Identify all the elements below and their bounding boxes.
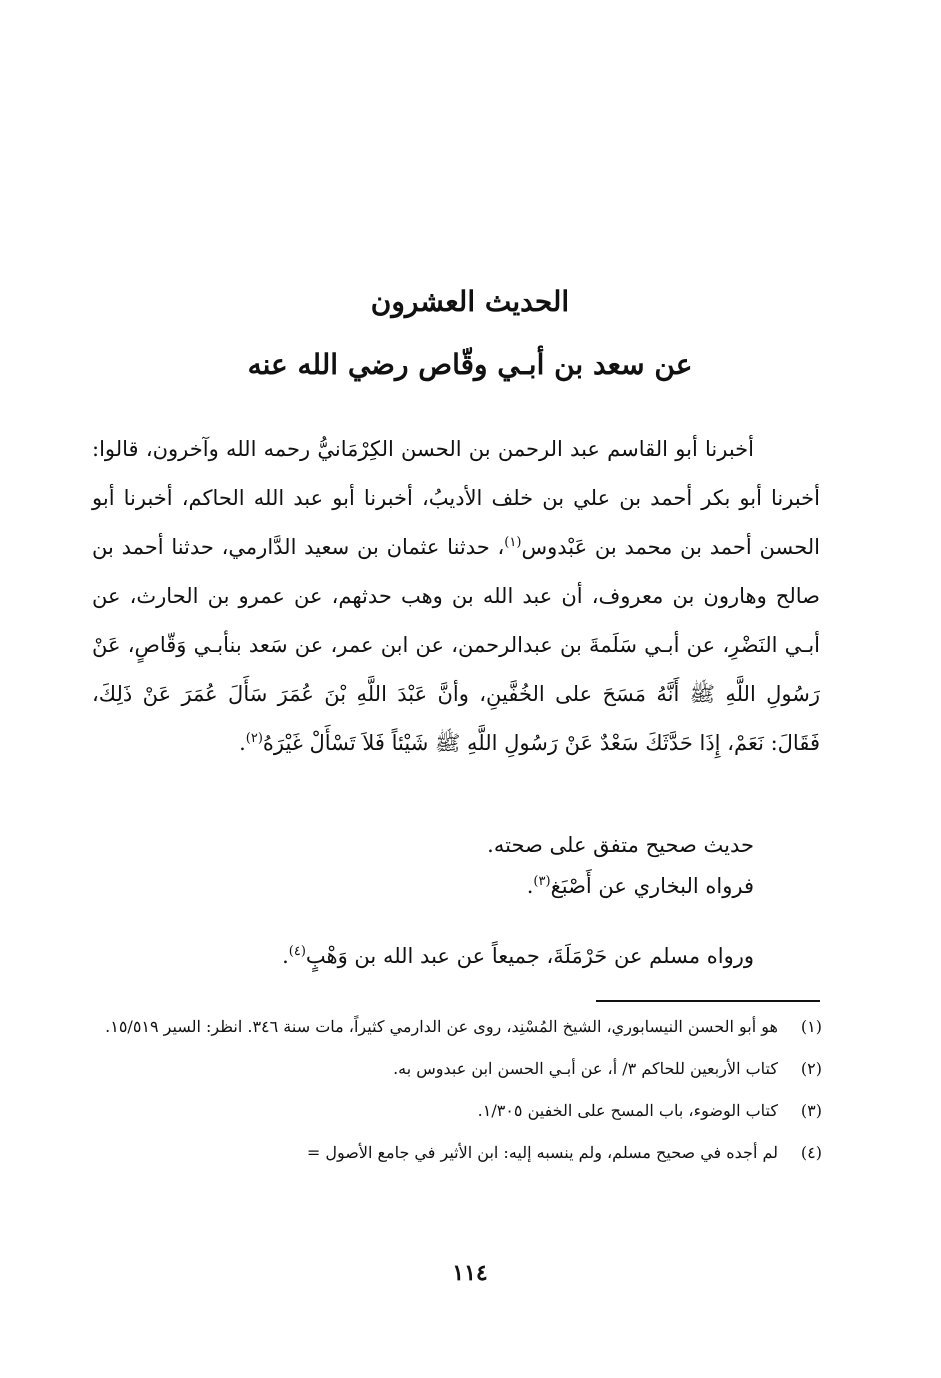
footnote-4: [92, 1138, 822, 1168]
verdict-line: [120, 825, 820, 865]
verdict-text: حديث صحيح متفق على صحته.: [487, 833, 754, 857]
footnote-number: (٣): [800, 1101, 822, 1120]
footnote-ref-1: (١): [504, 535, 522, 550]
bukhari-end-punct: .: [526, 874, 534, 898]
muslim-text: ورواه مسلم عن حَرْمَلَةَ، جميعاً عن عبد الله بن وَهْبٍ: [305, 944, 754, 968]
muslim-line: [120, 936, 820, 976]
footnote-number: (٤): [800, 1143, 822, 1162]
isnad-end-punct: .: [239, 731, 246, 755]
footnote-3: [92, 1096, 822, 1126]
bukhari-text: فرواه البخاري عن أَصْبَغ: [550, 874, 754, 898]
footnote-ref-3: (٣): [533, 874, 551, 889]
footnote-text: كتاب الوضوء، باب المسح على الخفين ١/٣٠٥.: [477, 1101, 778, 1120]
footnote-separator: [596, 1000, 820, 1002]
footnote-text: هو أبو الحسن النيسابوري، الشيخ المُسْنِد، روى عن الدارمي كثيراً، مات سنة ٣٤٦. انظر: السير ١٥/٥١٩.: [105, 1017, 778, 1036]
footnote-number: (٢): [800, 1059, 822, 1078]
footnotes-list: [92, 1012, 822, 1180]
footnote-2: [92, 1054, 822, 1084]
isnad-text-part2: ، حدثنا عثمان بن سعيد الدَّارمي، حدثنا أحمد بن صالح وهارون بن معروف، أن عبد الله بن وهب حدثهم، عن عمرو بن الحارث، عن أبـي النَضْرِ، عن أبـي سَلَمةَ بن عبدالرحمن، عن ابن عمر، عن سَعد بنأبـي وَقّاصٍ، عَنْ رَسُولِ اللَّهِ ﷺ أَنَّهُ مَسَحَ على الخُفَّينِ، وأنَّ عَبْدَ اللَّهِ بْنَ عُمَرَ سَأَلَ عُمَرَ عَنْ ذَلِكَ، فَقَالَ: نَعَمْ، إِذَا حَدَّثَكَ سَعْدٌ عَنْ رَسُولِ اللَّهِ ﷺ شَيْئاً فَلاَ تَسْأَلْ غَيْرَهُ: [92, 535, 820, 755]
footnote-text: كتاب الأربعين للحاكم ٣/ أ، عن أبـي الحسن ابن عبدوس به.: [393, 1059, 778, 1078]
muslim-end-punct: .: [282, 944, 289, 968]
narrator-title: عن سعد بن أبـي وقّاص رضي الله عنه: [247, 348, 693, 381]
footnote-ref-4: (٤): [288, 944, 306, 959]
footnote-ref-2: (٢): [245, 731, 263, 746]
isnad-text-part1: أخبرنا أبو القاسم عبد الرحمن بن الحسن الكِرْمَانيُّ رحمه الله وآخرون، قالوا: أخبرنا أبو بكر أحمد بن علي بن خلف الأديبُ، أخبرنا أبو عبد الله الحاكم، أخبرنا أبو الحسن أحمد بن محمد بن عَبْدوس: [92, 437, 820, 559]
footnote-1: [92, 1012, 822, 1042]
footnote-text: لم أجده في صحيح مسلم، ولم ينسبه إليه: ابن الأثير في جامع الأصول =: [306, 1143, 778, 1162]
bukhari-line: [120, 866, 820, 906]
hadith-number-title: الحديث العشرون: [370, 285, 570, 318]
footnote-number: (١): [800, 1017, 822, 1036]
isnad-paragraph: [92, 425, 820, 768]
page-number: ١١٤: [452, 1260, 488, 1286]
